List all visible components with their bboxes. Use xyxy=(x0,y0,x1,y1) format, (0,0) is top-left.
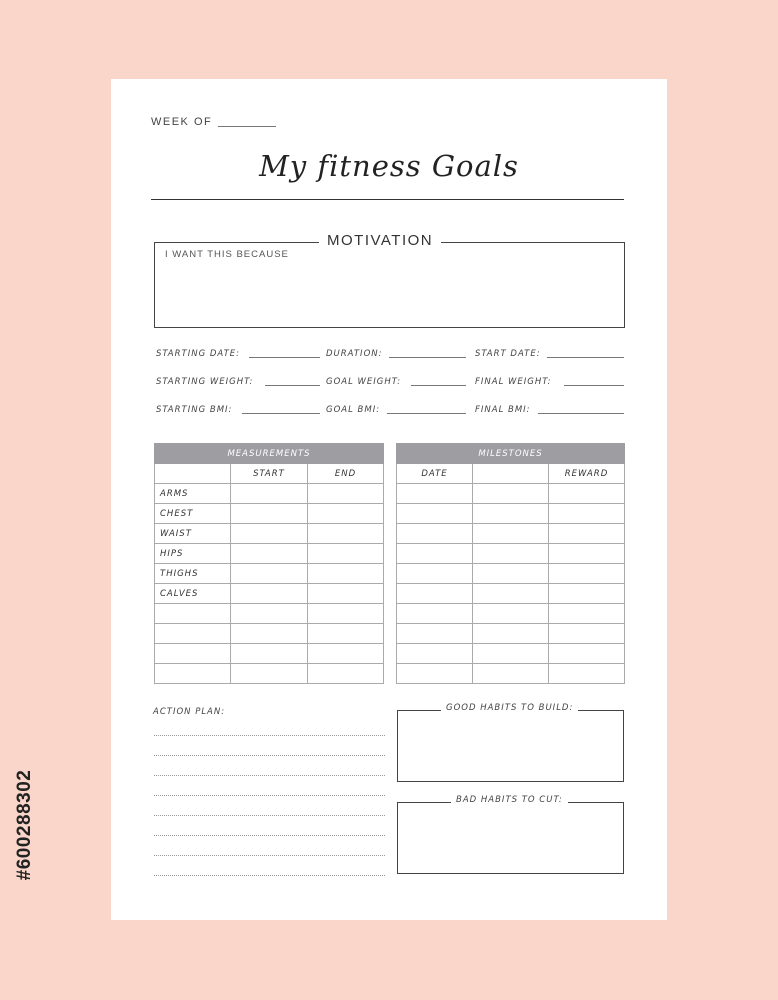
action-plan-line[interactable] xyxy=(154,795,385,796)
end-cell[interactable] xyxy=(308,484,384,504)
goal-bmi-label: GOAL BMI: xyxy=(326,405,381,415)
milestone-cell[interactable] xyxy=(473,664,549,684)
row-label: THIGHS xyxy=(155,564,231,584)
milestone-cell[interactable] xyxy=(473,604,549,624)
final-weight-line[interactable] xyxy=(564,385,624,386)
goal-weight-label: GOAL WEIGHT: xyxy=(326,377,402,387)
bad-habits-label: BAD HABITS TO CUT: xyxy=(451,795,568,805)
table-row xyxy=(155,584,384,604)
reward-cell[interactable] xyxy=(549,644,625,664)
week-of-line[interactable] xyxy=(218,126,276,127)
date-cell[interactable] xyxy=(397,484,473,504)
duration-label: DURATION: xyxy=(326,349,383,359)
date-cell[interactable] xyxy=(397,664,473,684)
action-plan-line[interactable] xyxy=(154,835,385,836)
table-row xyxy=(397,644,625,664)
goal-weight-line[interactable] xyxy=(411,385,466,386)
date-cell[interactable] xyxy=(397,504,473,524)
final-bmi-label: FINAL BMI: xyxy=(475,405,531,415)
reward-cell[interactable] xyxy=(549,624,625,644)
end-cell[interactable] xyxy=(308,564,384,584)
end-column-header: END xyxy=(308,464,384,484)
table-row xyxy=(155,524,384,544)
start-cell[interactable] xyxy=(231,644,308,664)
row-label[interactable] xyxy=(155,644,231,664)
row-label[interactable] xyxy=(155,624,231,644)
start-cell[interactable] xyxy=(231,664,308,684)
start-cell[interactable] xyxy=(231,604,308,624)
table-row xyxy=(397,604,625,624)
milestone-cell[interactable] xyxy=(473,624,549,644)
start-cell[interactable] xyxy=(231,524,308,544)
reward-column-header: REWARD xyxy=(549,464,625,484)
end-cell[interactable] xyxy=(308,504,384,524)
start-column-header: START xyxy=(231,464,308,484)
starting-date-label: STARTING DATE: xyxy=(156,349,241,359)
milestone-cell[interactable] xyxy=(473,544,549,564)
table-row xyxy=(397,564,625,584)
table-row xyxy=(397,504,625,524)
milestone-cell[interactable] xyxy=(473,524,549,544)
milestone-cell[interactable] xyxy=(473,484,549,504)
table-row xyxy=(397,484,625,504)
row-label: CALVES xyxy=(155,584,231,604)
final-weight-label: FINAL WEIGHT: xyxy=(475,377,552,387)
row-label[interactable] xyxy=(155,664,231,684)
date-cell[interactable] xyxy=(397,644,473,664)
week-of-label: WEEK OF xyxy=(151,116,213,128)
start-date-line[interactable] xyxy=(547,357,624,358)
milestone-cell[interactable] xyxy=(473,644,549,664)
start-cell[interactable] xyxy=(231,564,308,584)
reward-cell[interactable] xyxy=(549,604,625,624)
row-label[interactable] xyxy=(155,604,231,624)
row-label: CHEST xyxy=(155,504,231,524)
table-row xyxy=(155,484,384,504)
action-plan-line[interactable] xyxy=(154,875,385,876)
table-row xyxy=(397,524,625,544)
action-plan-line[interactable] xyxy=(154,775,385,776)
milestones-title: MILESTONES xyxy=(397,444,625,464)
action-plan-label: ACTION PLAN: xyxy=(153,707,226,717)
reward-cell[interactable] xyxy=(549,564,625,584)
starting-bmi-label: STARTING BMI: xyxy=(156,405,233,415)
table-row xyxy=(397,624,625,644)
row-label: WAIST xyxy=(155,524,231,544)
start-cell[interactable] xyxy=(231,484,308,504)
table-cell xyxy=(155,464,231,484)
date-cell[interactable] xyxy=(397,604,473,624)
page-title: My fitness Goals xyxy=(259,149,519,183)
start-cell[interactable] xyxy=(231,624,308,644)
start-date-label: START DATE: xyxy=(475,349,541,359)
table-row xyxy=(155,644,384,664)
good-habits-box[interactable] xyxy=(397,710,624,782)
reward-cell[interactable] xyxy=(549,664,625,684)
row-label: ARMS xyxy=(155,484,231,504)
milestones-table xyxy=(396,443,625,684)
table-row xyxy=(155,544,384,564)
motivation-prompt: I WANT THIS BECAUSE xyxy=(165,249,289,260)
starting-weight-line[interactable] xyxy=(265,385,320,386)
action-plan-line[interactable] xyxy=(154,855,385,856)
end-cell[interactable] xyxy=(308,524,384,544)
table-row xyxy=(155,564,384,584)
reward-cell[interactable] xyxy=(549,484,625,504)
action-plan-line[interactable] xyxy=(154,735,385,736)
reward-cell[interactable] xyxy=(549,524,625,544)
start-cell[interactable] xyxy=(231,544,308,564)
row-label: HIPS xyxy=(155,544,231,564)
bad-habits-box[interactable] xyxy=(397,802,624,874)
starting-date-line[interactable] xyxy=(249,357,320,358)
end-cell[interactable] xyxy=(308,604,384,624)
action-plan-line[interactable] xyxy=(154,755,385,756)
measurements-table xyxy=(154,443,384,684)
table-row xyxy=(155,504,384,524)
table-row xyxy=(397,664,625,684)
end-cell[interactable] xyxy=(308,544,384,564)
end-cell[interactable] xyxy=(308,584,384,604)
title-rule xyxy=(151,199,624,200)
start-cell[interactable] xyxy=(231,584,308,604)
date-cell[interactable] xyxy=(397,524,473,544)
date-cell[interactable] xyxy=(397,564,473,584)
good-habits-label: GOOD HABITS TO BUILD: xyxy=(441,703,578,713)
date-cell[interactable] xyxy=(397,584,473,604)
end-cell[interactable] xyxy=(308,624,384,644)
start-cell[interactable] xyxy=(231,504,308,524)
end-cell[interactable] xyxy=(308,664,384,684)
milestone-cell[interactable] xyxy=(473,504,549,524)
table-row xyxy=(397,584,625,604)
starting-weight-label: STARTING WEIGHT: xyxy=(156,377,254,387)
table-row xyxy=(155,664,384,684)
date-column-header: DATE xyxy=(397,464,473,484)
milestone-cell[interactable] xyxy=(473,564,549,584)
table-row xyxy=(155,604,384,624)
milestone-cell[interactable] xyxy=(473,584,549,604)
reward-cell[interactable] xyxy=(549,584,625,604)
stock-id: #600288302 xyxy=(14,769,35,881)
final-bmi-line[interactable] xyxy=(538,413,624,414)
goal-bmi-line[interactable] xyxy=(387,413,466,414)
reward-cell[interactable] xyxy=(549,544,625,564)
planner-sheet xyxy=(111,79,667,920)
table-row xyxy=(155,624,384,644)
duration-line[interactable] xyxy=(389,357,466,358)
table-row xyxy=(397,544,625,564)
measurements-title: MEASUREMENTS xyxy=(155,444,384,464)
starting-bmi-line[interactable] xyxy=(242,413,320,414)
action-plan-line[interactable] xyxy=(154,815,385,816)
date-cell[interactable] xyxy=(397,624,473,644)
end-cell[interactable] xyxy=(308,644,384,664)
motivation-heading: MOTIVATION xyxy=(319,232,441,249)
date-cell[interactable] xyxy=(397,544,473,564)
table-cell xyxy=(473,464,549,484)
reward-cell[interactable] xyxy=(549,504,625,524)
